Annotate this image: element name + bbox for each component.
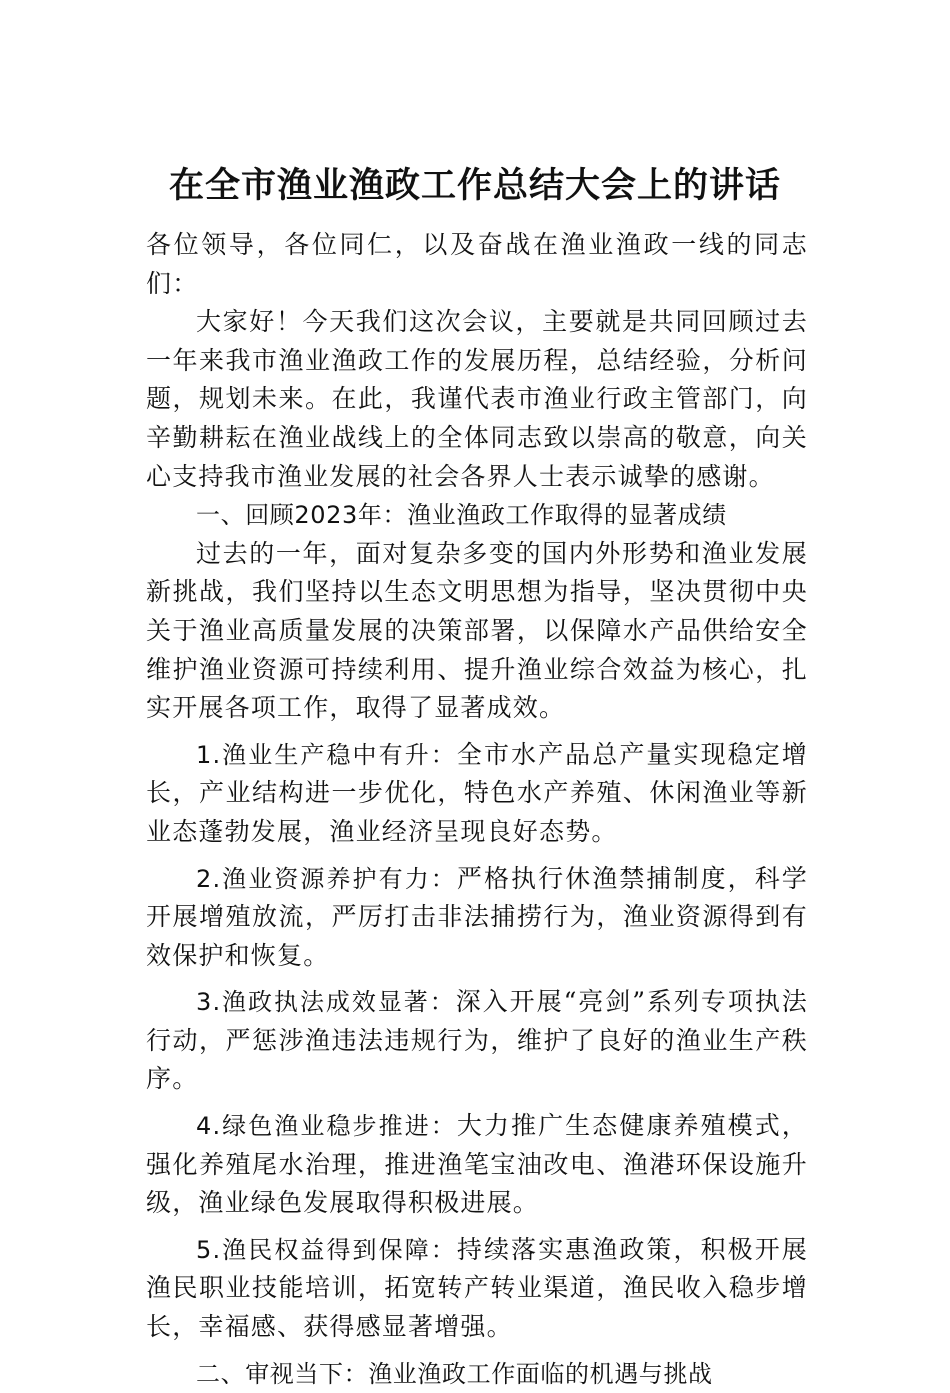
section-2-heading: 二、审视当下：渔业渔政工作面临的机遇与挑战 (196, 1359, 713, 1388)
section-1-intro: 过去的一年，面对复杂多变的国内外形势和渔业发展新挑战，我们坚持以生态文明思想为指导，坚决贯彻中央关于渔业高质量发展的决策部署，以保障水产品供给安全维护渔业资源可持续利用、提升渔业综合效益为核心，扎实开展各项工作，取得了显著成效。 (146, 538, 808, 723)
list-item-label: 5.渔民权益得到保障： (196, 1235, 457, 1264)
list-item-label: 4.绿色渔业稳步推进： (196, 1112, 457, 1141)
list-item-label: 3.渔政执法成效显著： (196, 988, 456, 1017)
section-1-heading: 一、回顾2023年：渔业渔政工作取得的显著成绩 (196, 501, 727, 530)
document-body (146, 226, 808, 1393)
list-item-text: 持续落实惠渔政策，积极开展渔民职业技能培训，拓宽转产转业渠道，渔民收入稳步增长，幸福感、获得感显著增强。 (146, 1234, 808, 1342)
list-item-1 (146, 736, 808, 852)
list-item-3 (146, 983, 808, 1099)
document-title: 在全市渔业渔政工作总结大会上的讲话 (168, 165, 781, 206)
list-item-text: 大力推广生态健康养殖模式，强化养殖尾水治理，推进渔笔宝油改电、渔港环保设施升级，渔业绿色发展取得积极进展。 (146, 1111, 808, 1218)
list-item-label: 1.渔业生产稳中有升： (196, 740, 457, 769)
list-item-5 (146, 1231, 808, 1347)
list-item-2 (146, 860, 808, 976)
list-item-text: 深入开展“亮剑”系列专项执法行动，严惩涉渔违法违规行为，维护了良好的渔业生产秩序。 (146, 987, 808, 1094)
intro-paragraph: 大家好！今天我们这次会议，主要就是共同回顾过去一年来我市渔业渔政工作的发展历程，总结经验，分析问题，规划未来。在此，我谨代表市渔业行政主管部门，向辛勤耕耘在渔业战线上的全体同志致以崇高的敬意，向关心支持我市渔业发展的社会各界人士表示诚挚的感谢。 (146, 307, 808, 491)
list-item-text: 严格执行休渔禁捕制度，科学开展增殖放流，严厉打击非法捕捞行为，渔业资源得到有效保护和恢复。 (146, 863, 808, 970)
salutation: 各位领导，各位同仁，以及奋战在渔业渔政一线的同志们： (146, 230, 808, 298)
list-item-label: 2.渔业资源养护有力： (196, 864, 457, 893)
list-item-text: 全市水产品总产量实现稳定增长，产业结构进一步优化，特色水产养殖、休闲渔业等新业态蓬勃发展，渔业经济呈现良好态势。 (146, 739, 808, 846)
list-item-4 (146, 1107, 808, 1223)
